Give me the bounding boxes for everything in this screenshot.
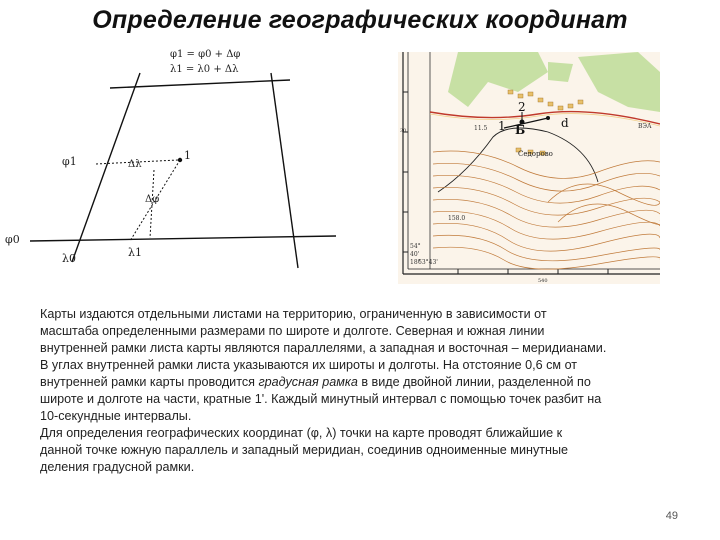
map-tick-left: 540 [538,278,548,284]
label-dlambda: Δλ [128,159,142,170]
east-meridian [271,73,298,268]
body-line [40,374,680,391]
map-elev-2: 158.0 [448,215,466,222]
body-span: внутренней рамки карты проводится [40,375,259,389]
map-coord-3: 18° [410,259,421,266]
page-number: 49 [665,510,678,522]
body-line: В углах внутренней рамки листа указываются их широты и долготы. На отстояние 0,6 см от [40,358,578,372]
map-coord-1: 54° [410,243,421,250]
body-line: 10-секундные интервалы. [40,409,192,423]
body-line: масштаба определенными размерами по широте и долготе. Северная и южная линии [40,324,545,338]
body-line: Карты издаются отдельными листами на территорию, ограниченную в зависимости от [40,307,547,321]
body-line: Для определения географических координат (φ, λ) точки на карте проводят ближайшие к [40,426,563,440]
map-label-1: 1 [498,119,506,133]
formula-phi: φ1 = φ0 + Δφ [170,49,241,60]
formula-lambda: λ1 = λ0 + Δλ [170,64,239,75]
map-tick-right: 30 [400,128,407,134]
label-dphi: Δφ [145,194,160,205]
body-text [40,306,680,476]
label-lambda0: λ0 [62,252,76,265]
body-line: широте и долготе на части, кратные 1'. Каждый минутный интервал с помощью точек разбит на [40,392,602,406]
point-1 [178,158,182,162]
south-parallel [30,236,336,241]
map-elev-1: 11.5 [474,125,488,132]
label-lambda1: λ1 [128,246,142,259]
map-coord-2: 40' [410,251,420,258]
body-line: данной точке южную параллель и западный меридиан, соединив одноименные минутные [40,443,569,457]
map-village: Седорово [518,150,553,158]
slide-title: Определение географических координат [92,6,628,34]
map-label-2: 2 [518,100,526,114]
map-label-right: ВЭА [638,123,652,130]
coordinate-diagram [0,40,360,280]
map-label-b: Б [515,123,526,137]
label-phi1: φ1 [62,155,77,168]
label-point-1: 1 [184,149,191,162]
map-label-d: d [561,116,569,130]
body-span: в виде двойной линии, разделенной по [357,375,591,389]
topographic-map [398,52,660,284]
term-degree-frame: градусная рамка [258,375,358,389]
body-line: деления градусной рамки. [40,460,195,474]
map-coord-4: 63°43' [418,259,438,266]
body-line: внутренней рамки листа карты являются параллелями, а западная и восточная – меридианами. [40,341,607,355]
label-phi0: φ0 [5,233,20,246]
